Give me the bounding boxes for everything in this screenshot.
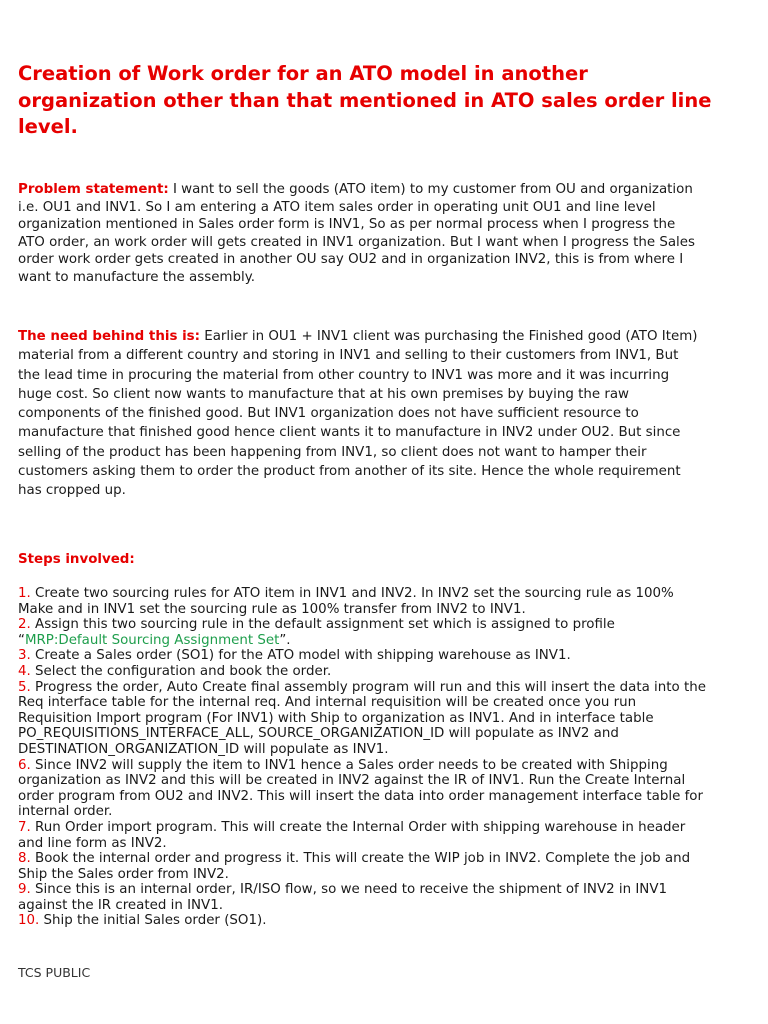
step-number: 1. [18, 586, 31, 601]
step-text: Assign this two sourcing rule in the default assignment set which is assigned to profile “ [18, 617, 615, 648]
step-item [18, 648, 708, 664]
step-text: Run Order import program. This will create the Internal Order with shipping warehouse in header and line form as INV2. [18, 819, 686, 851]
profile-name-highlight: MRP:Default Sourcing Assignment Set [24, 632, 280, 648]
problem-statement-paragraph [18, 181, 698, 287]
step-text: Create a Sales order (SO1) for the ATO model with shipping warehouse as INV1. [30, 648, 571, 664]
step-number: 5. [18, 679, 31, 695]
need-text: Earlier in OU1 + INV1 client was purchasing the Finished good (ATO Item) material from a different country and storing in INV1 and selling to their customers from INV1, But the lead time in procuring the material from other country to INV1 was more and it was incurring huge cost. So client now wants to manufacture that at his own premises by buying the raw components of the finished good. But INV1 organization does not have sufficient resource to manufacture that finished good hence client wants it to manufacture in INV2 under OU2. But since selling of the product has been happening from INV1, so client does not want to hamper their customers asking them to order the product from another of its site. Hence the whole requirement has cropped up. [18, 329, 698, 499]
step-item [18, 820, 708, 851]
step-item [18, 617, 708, 648]
step-item [18, 851, 708, 882]
step-item [18, 664, 708, 680]
need-label: The need behind this is: [18, 329, 200, 344]
step-item [18, 913, 708, 929]
step-item [18, 586, 708, 617]
classification-footer: TCS PUBLIC [18, 965, 91, 980]
step-text: Select the configuration and book the order. [30, 663, 332, 679]
document-title: Creation of Work order for an ATO model in another organization other than that mentioned in ATO sales order line level. [18, 62, 712, 138]
step-number: 7. [18, 819, 31, 835]
step-text: Progress the order, Auto Create final assembly program will run and this will insert the data into the Req interface table for the internal req. And internal requisition will be created once you run Requisition Import program (For INV1) with Ship to organization as INV1. And in interface table PO_REQUISITIONS_INTERFACE_ALL, SOURCE_ORGANIZATION_ID will populate as INV2 and DESTINATION_ORGANIZATION_ID will populate as INV1. [18, 679, 706, 757]
step-number: 4. [18, 663, 31, 679]
step-text: Since this is an internal order, IR/ISO flow, so we need to receive the shipment of INV2 in INV1 against the IR created in INV1. [18, 882, 667, 913]
step-number: 6. [18, 757, 31, 773]
step-number: 3. [18, 648, 31, 664]
step-number: 9. [18, 882, 31, 898]
step-number: 8. [18, 851, 31, 867]
step-text: Create two sourcing rules for ATO item in INV1 and INV2. In INV2 set the sourcing rule as 100% Make and in INV1 set the sourcing rule as 100% transfer from INV2 to INV1. [18, 586, 674, 617]
steps-list [18, 586, 708, 929]
step-text: Since INV2 will supply the item to INV1 hence a Sales order needs to be created with Shipping organization as INV2 and this will be created in INV2 against the IR of INV1. Run the Create Internal order program from OU2 and INV2. This will insert the data into order management interface table for internal order. [18, 757, 703, 820]
step-number: 2. [18, 617, 31, 633]
step-number: 10. [18, 913, 40, 929]
need-paragraph [18, 327, 698, 501]
step-text: Book the internal order and progress it. This will create the WIP job in INV2. Complete the job and Ship the Sales order from INV2. [18, 851, 691, 882]
step-text-tail: ”. [279, 632, 291, 648]
problem-statement-label: Problem statement: [18, 182, 169, 197]
step-item [18, 882, 708, 913]
step-item [18, 758, 708, 820]
step-text: Ship the initial Sales order (SO1). [39, 913, 267, 929]
problem-statement-text: I want to sell the goods (ATO item) to my customer from OU and organization i.e. OU1 and INV1. So I am entering a ATO item sales order in operating unit OU1 and line level organization mentioned in Sales order form is INV1, So as per normal process when I progress the ATO order, an work order will gets created in INV1 organization. But I want when I progress the Sales order work order gets created in another OU say OU2 and in organization INV2, this is from where I want to manufacture the assembly. [18, 182, 695, 285]
step-item [18, 680, 708, 758]
steps-heading: Steps involved: [18, 552, 135, 567]
